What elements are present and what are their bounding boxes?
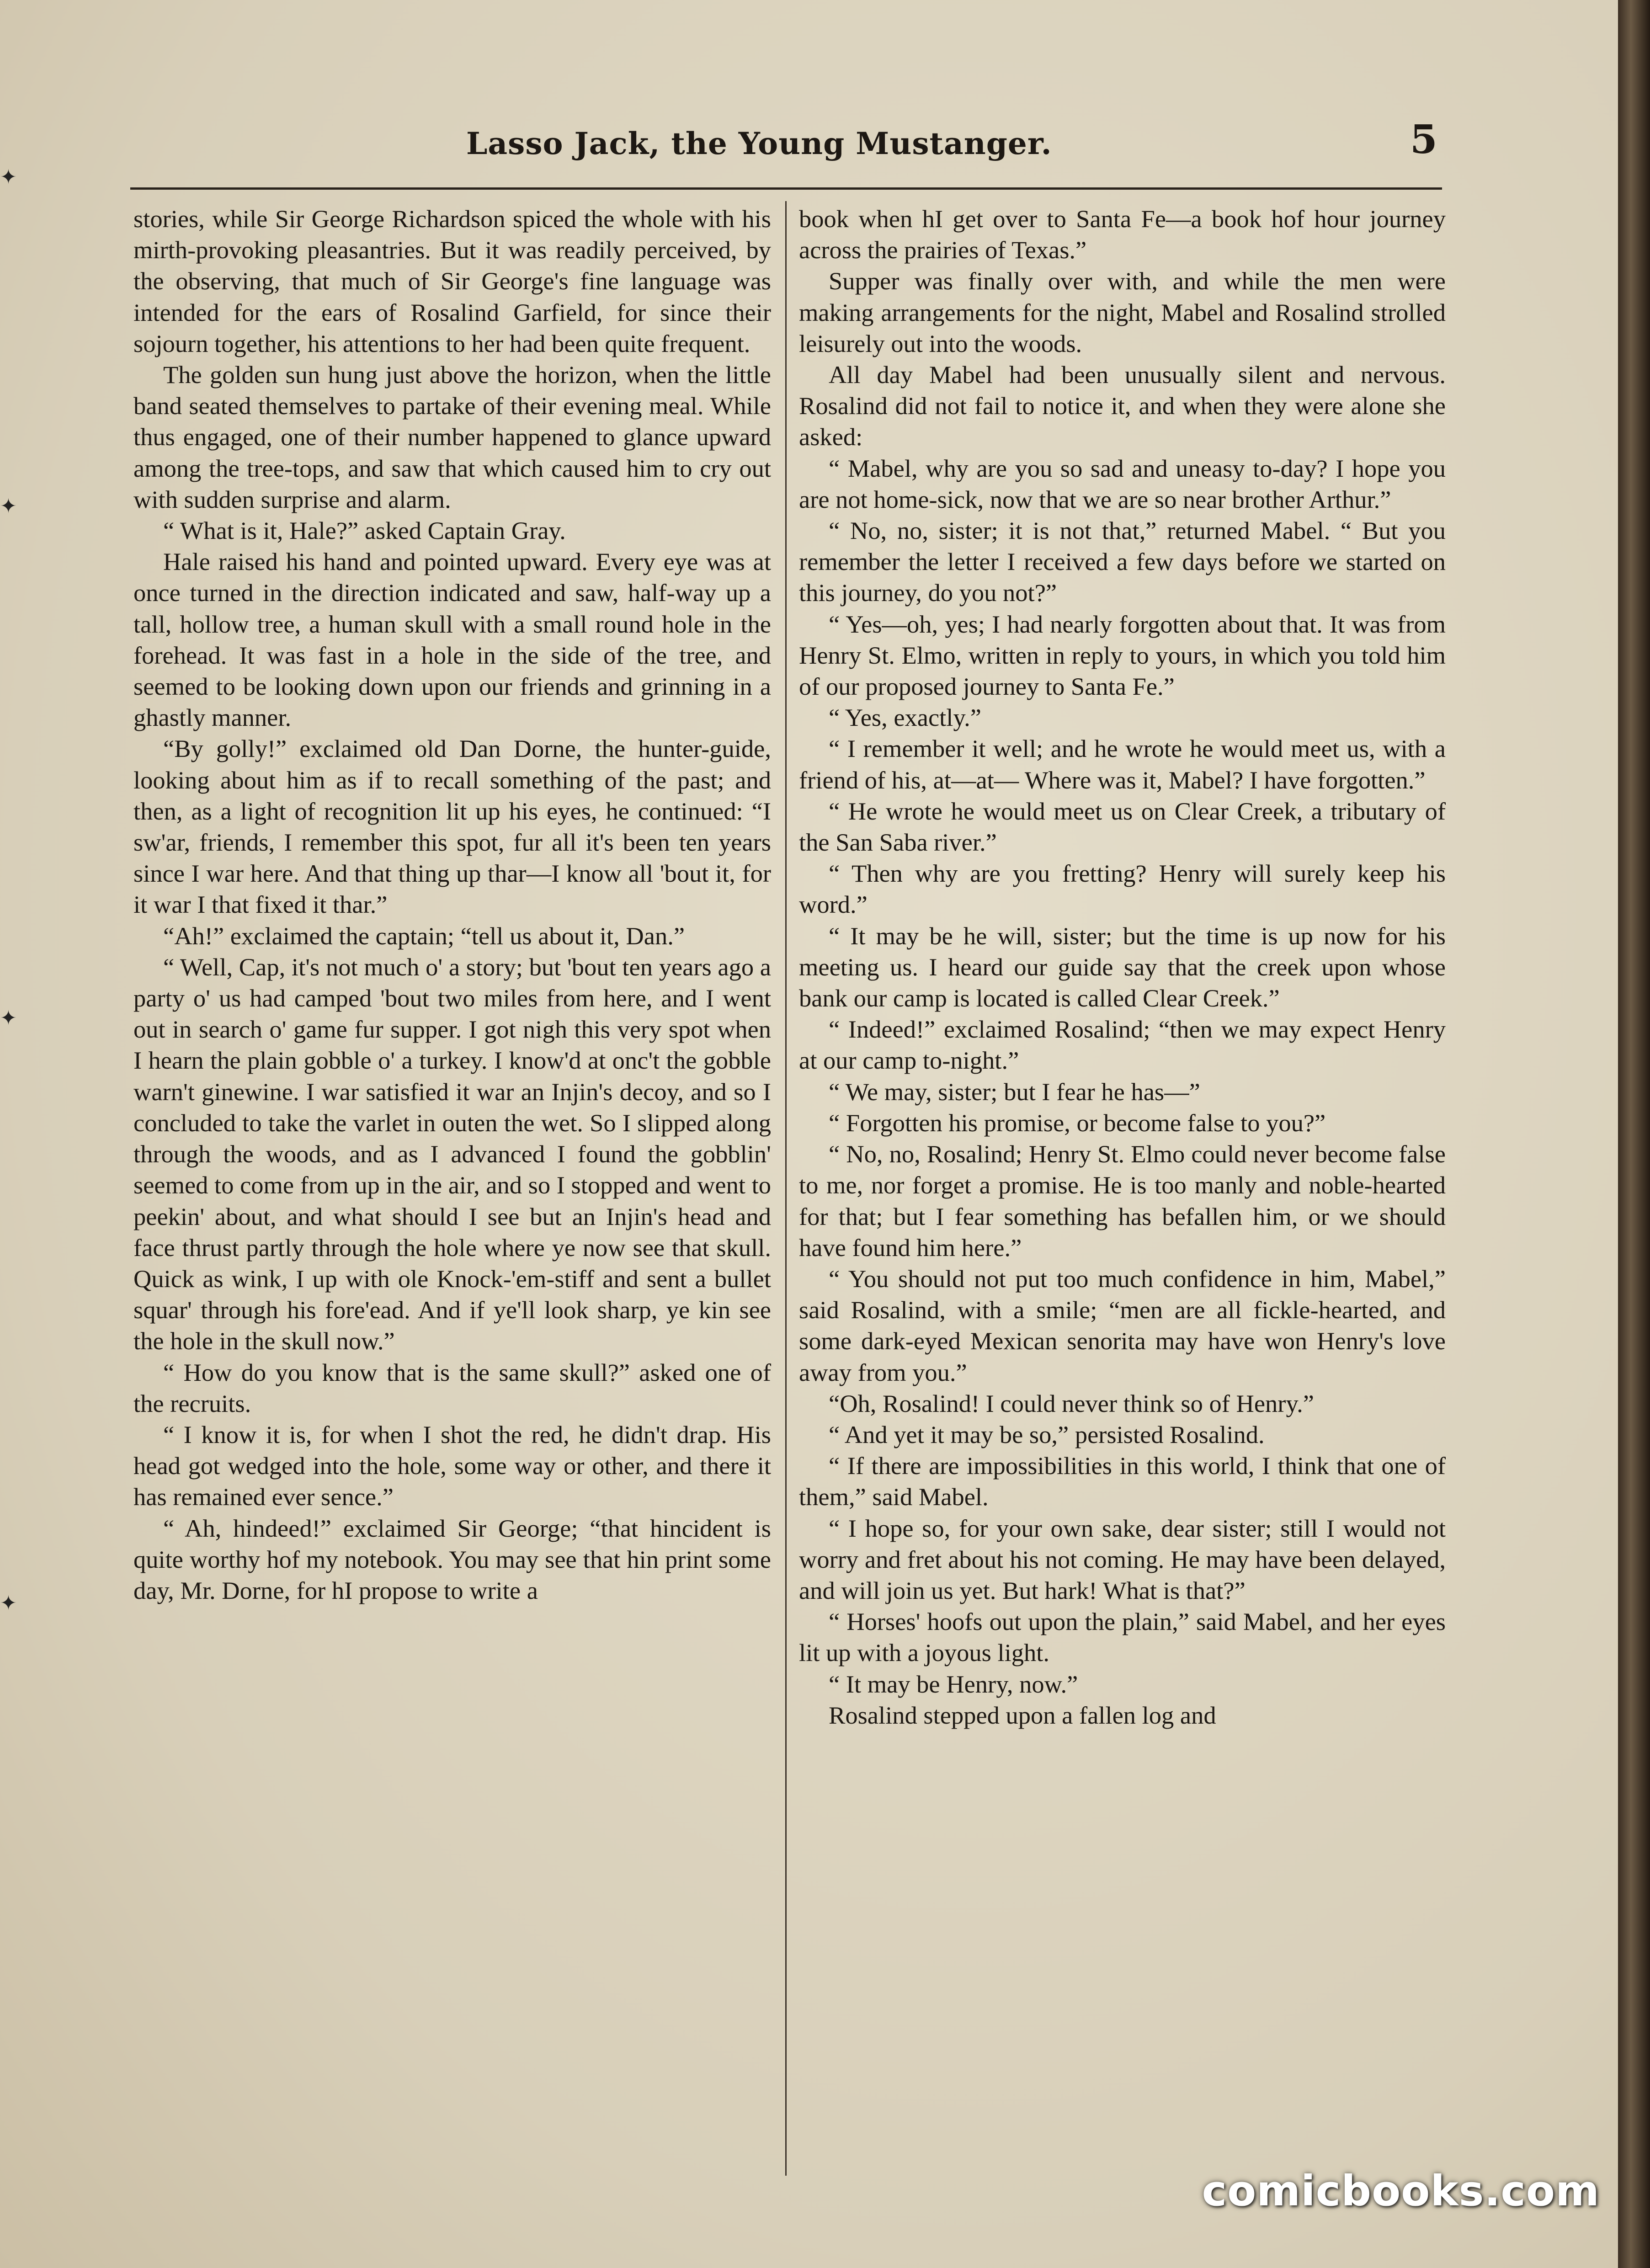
left-column bbox=[133, 203, 771, 1606]
paragraph: “ You should not put too much confidence in him, Mabel,” said Rosalind, with a smile; “men are all fickle-hearted, and some dark-eyed Mexican senorita may have won Henry's love away from you.” bbox=[799, 1264, 1446, 1386]
page-edge-shadow bbox=[1618, 0, 1650, 2268]
paragraph: “ No, no, sister; it is not that,” returned Mabel. “ But you remember the letter I received a few days before we started on this journey, do you not?” bbox=[799, 516, 1446, 607]
paragraph: “ He wrote he would meet us on Clear Creek, a tributary of the San Saba river.” bbox=[799, 797, 1446, 857]
paragraph: “ We may, sister; but I fear he has—” bbox=[829, 1077, 1200, 1106]
paragraph: “ Well, Cap, it's not much o' a story; but 'bout ten years ago a party o' us had camped 'bout two miles from here, and I went out in search o' game fur supper. I got nigh this very spot when I hearn the plain gobble o' a turkey. I know'd at onc't the gobble warn't ginewine. I war satisfied it war an Injin's decoy, and so I concluded to take the varlet in outen the wet. So I slipped along through the woods, and as I advanced I found the gobblin' seemed to come from up in the air, and so I stopped and went to peekin' about, and what should I see but an Injin's head and face thrust partly through the hole where ye now see that skull. Quick as wink, I up with ole Knock-'em-stiff and sent a bullet squar' through his fore'ead. And if ye'll look sharp, ye kin see the hole in the skull now.” bbox=[133, 953, 771, 1355]
binding-staple-icon: ✦ bbox=[0, 1006, 17, 1030]
paragraph: “ What is it, Hale?” asked Captain Gray. bbox=[163, 516, 566, 545]
paragraph: “ Ah, hindeed!” exclaimed Sir George; “that hincident is quite worthy hof my notebook. You may see that hin print some day, Mr. Dorne, for hI propose to write a bbox=[133, 1514, 771, 1604]
paragraph: “By golly!” exclaimed old Dan Dorne, the hunter-guide, looking about him as if to recall something of the past; and then, as a light of recognition lit up his eyes, he continued: “I sw'ar, friends, I remember this spot, fur all it's been ten years since I war here. And that thing up thar—I know all 'bout it, for it war I that fixed it thar.” bbox=[133, 735, 771, 919]
paragraph: “Ah!” exclaimed the captain; “tell us about it, Dan.” bbox=[163, 921, 685, 950]
paragraph: Hale raised his hand and pointed upward. Every eye was at once turned in the direction indicated and saw, half-way up a tall, hollow tree, a human skull with a small round hole in the forehead. It was fast in a hole in the side of the tree, and seemed to be looking down upon our friends and grinning in a ghastly manner. bbox=[133, 548, 771, 732]
paragraph: Supper was finally over with, and while the men were making arrangements for the night, Mabel and Rosalind strolled leisurely out into the woods. bbox=[799, 267, 1446, 357]
paragraph: “ Mabel, why are you so sad and uneasy to-day? I hope you are not home-sick, now that we are so near brother Arthur.” bbox=[799, 454, 1446, 513]
paragraph: “ Horses' hoofs out upon the plain,” said Mabel, and her eyes lit up with a joyous light. bbox=[799, 1608, 1446, 1667]
paragraph: “ And yet it may be so,” persisted Rosalind. bbox=[829, 1420, 1265, 1448]
paragraph: “ I know it is, for when I shot the red, he didn't drap. His head got wedged into the hole, some way or other, and there it has remained ever sence.” bbox=[133, 1420, 771, 1511]
paragraph: stories, while Sir George Richardson spiced the whole with his mirth-provoking pleasantries. But it was readily perceived, by the observing, that much of Sir George's fine language was intended for the ears of Rosalind Garfield, for since their sojourn together, his attentions to her had been quite frequent. bbox=[133, 205, 771, 357]
running-title: Lasso Jack, the Young Mustanger. bbox=[466, 126, 1052, 161]
paragraph: “ How do you know that is the same skull?” asked one of the recruits. bbox=[133, 1358, 771, 1417]
paragraph: “ Then why are you fretting? Henry will surely keep his word.” bbox=[799, 859, 1446, 919]
paragraph: All day Mabel had been unusually silent and nervous. Rosalind did not fail to notice it, and when they were alone she asked: bbox=[799, 361, 1446, 451]
page-header bbox=[137, 117, 1463, 171]
page-number: 5 bbox=[1410, 117, 1437, 163]
paragraph: “ I hope so, for your own sake, dear sister; still I would not worry and fret about his not coming. He may have been delayed, and will join us yet. But hark! What is that?” bbox=[799, 1514, 1446, 1604]
paragraph: “ If there are impossibilities in this world, I think that one of them,” said Mabel. bbox=[799, 1452, 1446, 1511]
paragraph: “Oh, Rosalind! I could never think so of Henry.” bbox=[829, 1389, 1314, 1417]
paragraph: “ No, no, Rosalind; Henry St. Elmo could never become false to me, nor forget a promise. He is too manly and noble-hearted for that; but I fear something has befallen him, or we should have found him here.” bbox=[799, 1140, 1446, 1262]
paragraph: “ It may be he will, sister; but the time is up now for his meeting us. I heard our guide say that the creek upon whose bank our camp is located is called Clear Creek.” bbox=[799, 921, 1446, 1012]
paragraph: “ Forgotten his promise, or become false to you?” bbox=[829, 1108, 1326, 1137]
paragraph: “ I remember it well; and he wrote he would meet us, with a friend of his, at—at— Where was it, Mabel? I have forgotten.” bbox=[799, 735, 1446, 794]
column-divider bbox=[785, 201, 787, 2176]
paragraph: The golden sun hung just above the horizon, when the little band seated themselves to partake of their evening meal. While thus engaged, one of their number happened to glance upward among the tree-tops, and saw that which caused him to cry out with sudden surprise and alarm. bbox=[133, 361, 771, 513]
paragraph: “ It may be Henry, now.” bbox=[829, 1670, 1078, 1698]
paragraph: “ Indeed!” exclaimed Rosalind; “then we may expect Henry at our camp to-night.” bbox=[799, 1015, 1446, 1075]
binding-staple-icon: ✦ bbox=[0, 1592, 17, 1615]
binding-staple-icon: ✦ bbox=[0, 165, 17, 189]
right-column bbox=[799, 203, 1446, 1731]
paragraph: book when hI get over to Santa Fe—a book hof hour journey across the prairies of Texas.” bbox=[799, 205, 1446, 264]
binding-staple-icon: ✦ bbox=[0, 495, 17, 518]
paragraph: Rosalind stepped upon a fallen log and bbox=[829, 1701, 1216, 1729]
paragraph: “ Yes, exactly.” bbox=[829, 703, 981, 732]
watermark: comicbooks.com bbox=[1202, 2167, 1600, 2215]
header-rule bbox=[130, 187, 1442, 190]
paragraph: “ Yes—oh, yes; I had nearly forgotten about that. It was from Henry St. Elmo, written in reply to yours, in which you told him of our proposed journey to Santa Fe.” bbox=[799, 610, 1446, 701]
